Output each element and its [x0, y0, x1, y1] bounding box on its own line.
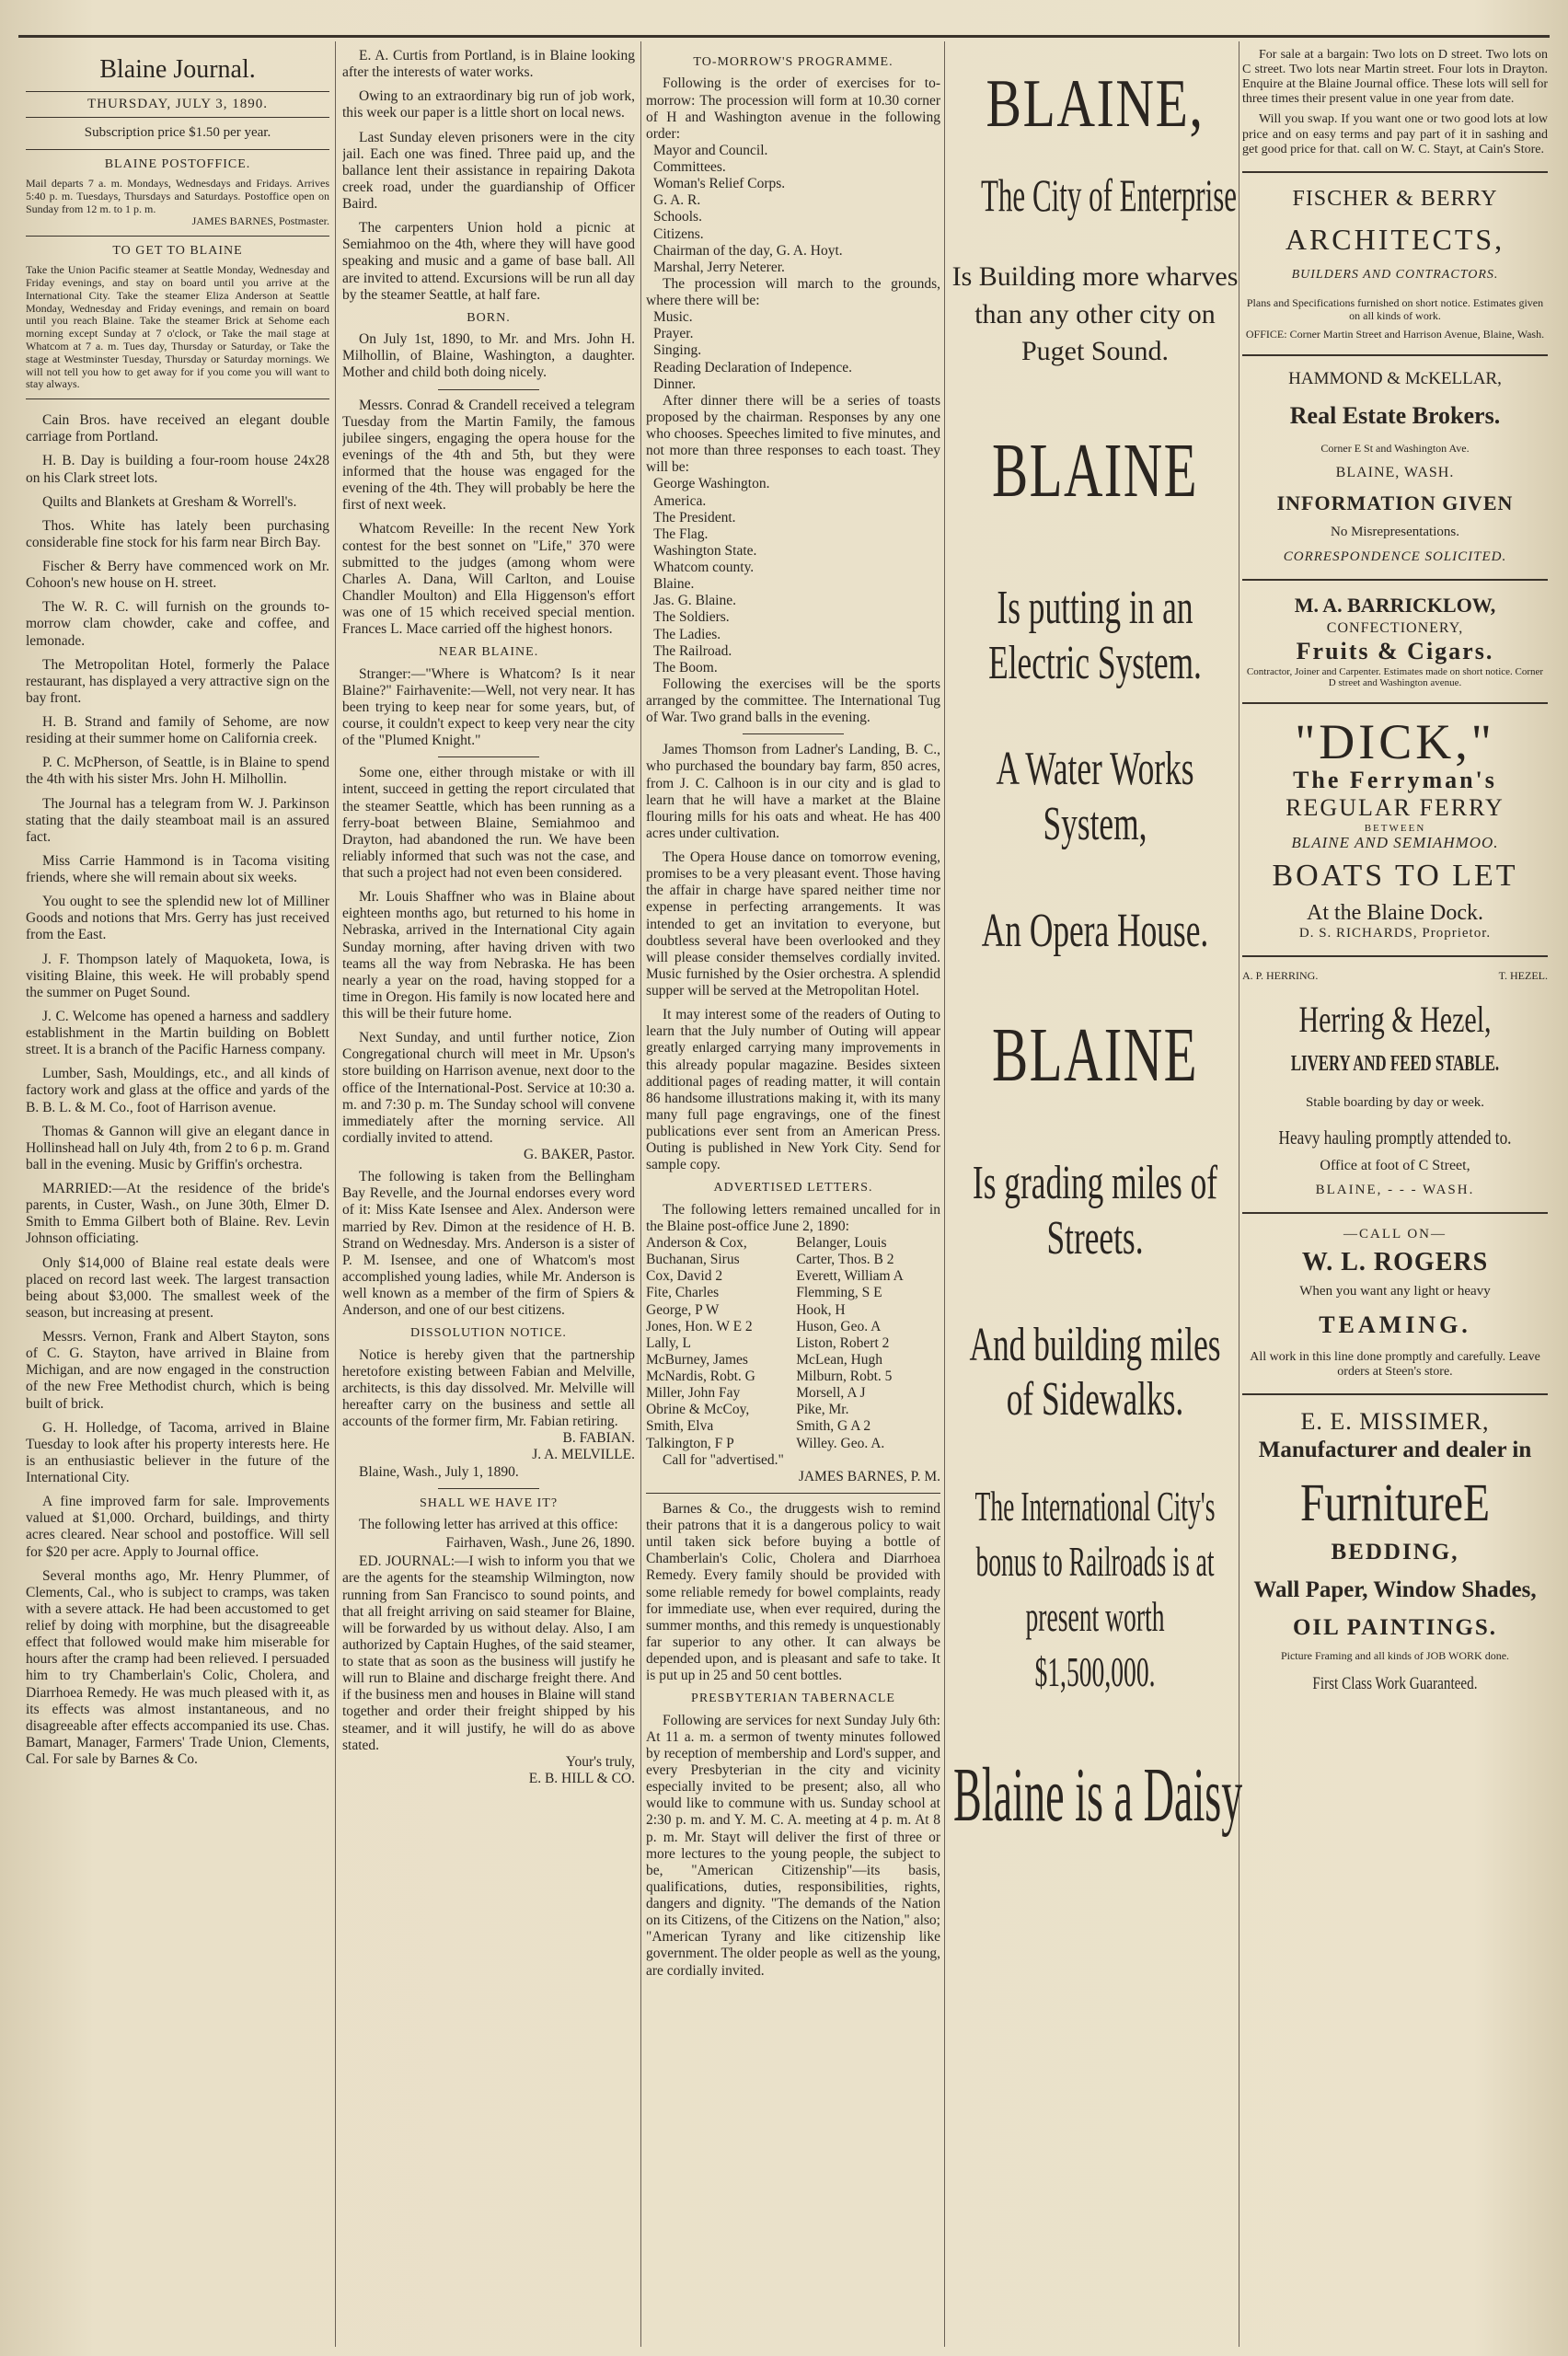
- hammond-mckellar-name: HAMMOND & McKELLAR,: [1288, 368, 1502, 388]
- programme-order: Mayor and Council.: [653, 142, 768, 158]
- local-item: E. A. Curtis from Portland, is in Blaine looking after the interests of water works.: [342, 48, 635, 81]
- letters-signature: JAMES BARNES, P. M.: [798, 1468, 940, 1484]
- livery-stable: LIVERY AND FEED STABLE.: [1290, 1052, 1500, 1077]
- barricklow-text: Contractor, Joiner and Carpenter. Estimates made on short notice. Corner D street and Washington avenue.: [1246, 665, 1544, 689]
- letter-name: Obrine & McCoy,: [646, 1402, 750, 1418]
- programme-order: Committees.: [653, 159, 726, 175]
- programme-item: Singing.: [653, 342, 702, 359]
- local-item: The following is taken from the Bellingham Bay Revelle, and the Journal endorses every word of it: Miss Kate Isensee and Alex. Anderson were married by Rev. Dimon at the residence of H. B. Strand on Wednesday. Mrs. Anderson is a sister of P. M. Isensee, and one of Whatcom's most accomplished young ladies, while Mr. Anderson is well known as a member of the firm of Spiers & Anderson, and one of our best citizens.: [342, 1169, 635, 1319]
- programme-march: The procession will march to the grounds, where there will be:: [646, 275, 940, 308]
- letter-name: George, P W: [646, 1301, 720, 1318]
- railroad-bonus: The International City's bonus to Railroads is at present worth $1,500,000.: [974, 1483, 1216, 1695]
- directions-text: Take the Union Pacific steamer at Seattle Monday, Wednesday and Friday evenings, and stay on board until you arrive at the International City. Take the steamer Eliza Anderson at Seattle Monday, Wednesday and Friday evenings, and remain on board until you reach Blaine. Take the steamer Brick at Sehome each morning except Sunday at 7 o'clock, or Take the mail stage at Whatcom at 7 a. m. Tues day, Thursday or Saturday, or Take the stage at Westminster Tuesday, Thursday or Saturday mornings. We will not tell you how to get away for if you come you will want to stay always.: [26, 263, 329, 391]
- letter-name: Liston, Robert 2: [796, 1334, 890, 1351]
- dissolution-text: Notice is hereby given that the partnership heretofore existing between Fabian and Melville, architects, is this day dissolved. Mr. Melville will hereafter carry on the business and settle all accounts of the former firm, Mr. Fabian retiring.: [342, 1346, 635, 1430]
- toast: Washington State.: [653, 542, 757, 559]
- dissolution-date: Blaine, Wash., July 1, 1890.: [359, 1463, 519, 1480]
- toast: The Ladies.: [653, 626, 721, 642]
- letters-call: Call for "advertised.": [663, 1451, 784, 1468]
- work-guaranteed: First Class Work Guaranteed.: [1312, 1674, 1478, 1694]
- letter-name: Flemming, S E: [796, 1285, 882, 1301]
- programme-close: Following the exercises will be the sports arranged by the committee. The International Tug of War. Two grand balls in the evening.: [646, 676, 940, 726]
- programme-order: G. A. R.: [653, 192, 701, 209]
- letter-name: Smith, G A 2: [796, 1418, 871, 1435]
- programme-intro: Following is the order of exercises for to-morrow: The procession will form at 10.30 corner of H and Washington avenue in the following order:: [646, 75, 940, 142]
- letter-name: Fite, Charles: [646, 1285, 720, 1301]
- programme-order: Citizens.: [653, 225, 704, 242]
- no-misrepresentations: No Misrepresentations.: [1331, 524, 1459, 539]
- local-item: J. F. Thompson lately of Maquoketa, Iowa, is visiting Blaine, this week. He will probably spend the summer on Puget Sound.: [26, 951, 329, 1000]
- column-rule: [640, 41, 641, 2347]
- letters-intro: The following letters remained uncalled for in the Blaine post-office June 2, 1890:: [646, 1201, 940, 1234]
- opera-house: An Opera House.: [981, 905, 1209, 958]
- programme-order: Marshal, Jerry Neterer.: [653, 259, 785, 275]
- water-works: A Water Works System,: [996, 743, 1194, 851]
- local-item: Next Sunday, and until further notice, Zion Congregational church will meet in Mr. Upson's store building on Harrison avenue, next door to the office of the International-Post. Service at 10:30 a. m. and 7:30 p. m. The Sunday school will convene immediately after the morning service. All cordially invited to attend.: [342, 1030, 635, 1146]
- letters-row: [646, 1402, 940, 1418]
- toast: The Soldiers.: [653, 609, 730, 626]
- local-item: H. B. Strand and family of Sehome, are now residing at their summer home on California creek.: [26, 714, 329, 747]
- call-on: —CALL ON—: [1343, 1226, 1447, 1242]
- local-item: Fischer & Berry have commenced work on Mr. Cohoon's new house on H. street.: [26, 559, 329, 592]
- herring-hezel-title: Herring & Hezel,: [1298, 999, 1492, 1041]
- manufacturer-dealer: Manufacturer and dealer in: [1258, 1438, 1532, 1463]
- fischer-berry-name: FISCHER & BERRY: [1292, 186, 1498, 211]
- letters-list: [646, 1235, 940, 1452]
- postoffice-text: Mail departs 7 a. m. Mondays, Wednesdays and Fridays. Arrives 5:40 p. m. Tuesdays, Thursdays and Saturdays. Postoffice open on Sunday from 12 m. to 1 p. m.: [26, 176, 329, 215]
- letter-name: McNardis, Robt. G: [646, 1369, 755, 1384]
- letter-name: Cox, David 2: [646, 1268, 723, 1285]
- letter-name: McBurney, James: [646, 1351, 748, 1368]
- ferryman: The Ferryman's: [1293, 766, 1497, 793]
- letter-name: Buchanan, Sirus: [646, 1252, 740, 1268]
- local-item: Lumber, Sash, Mouldings, etc., and all kinds of factory work and glass at the office and yards of the B. B. L. & M. Co., foot of Harrison avenue.: [26, 1066, 329, 1115]
- missimer-name: E. E. MISSIMER,: [1300, 1407, 1490, 1435]
- local-item: Miss Carrie Hammond is in Tacoma visiting friends, where she will remain about six weeks.: [26, 852, 329, 886]
- building-sidewalks: And building miles of Sidewalks.: [969, 1318, 1221, 1426]
- picture-framing: Picture Framing and all kinds of JOB WORK done.: [1280, 1649, 1510, 1663]
- column-3: [646, 48, 940, 1980]
- information-given: INFORMATION GIVEN: [1276, 491, 1514, 514]
- toast: George Washington.: [653, 476, 770, 492]
- letters-row: [646, 1385, 940, 1402]
- bedding: BEDDING,: [1331, 1540, 1459, 1565]
- confectionery: CONFECTIONERY,: [1326, 620, 1464, 637]
- barnes-notice: Barnes & Co., the druggests wish to remind their patrons that it is a dangerous policy to wait until taken sick before buying a bottle of Chamberlain's Colic, Cholera and Diarrhoea Remedy. Every family should be provided with some reliable remedy for bowel complaints, ready for immediate use, when ever required, during the summer months, and this remedy is unquestionably far superior to any other. It can always be depended upon, and is pleasant and safe to take. It is put up in 25 and 50 cent bottles.: [646, 1500, 940, 1684]
- column-rule: [335, 41, 336, 2347]
- letter-name: Talkington, F P: [646, 1435, 734, 1451]
- local-item: The Metropolitan Hotel, formerly the Palace restaurant, has displayed a very attractive sign on the bay front.: [26, 656, 329, 706]
- programme-item: Reading Declaration of Indepence.: [653, 359, 853, 375]
- column-2: [342, 48, 635, 1793]
- plans-text: Plans and Specifications furnished on short notice. Estimates given on all kinds of work.: [1246, 296, 1544, 323]
- local-item: Quilts and Blankets at Gresham & Worrell's.: [42, 493, 297, 510]
- letters-row: [646, 1335, 940, 1352]
- letter-name: Hook, H: [796, 1301, 846, 1318]
- herring-name: A. P. HERRING.: [1242, 968, 1319, 982]
- local-item: G. H. Holledge, of Tacoma, arrived in Blaine Tuesday to look after his property interests here. He is an enthusiastic believer in the future of the International City.: [26, 1419, 329, 1486]
- wall-paper: Wall Paper, Window Shades,: [1253, 1576, 1537, 1602]
- shall-place: Fairhaven, Wash., June 26, 1890.: [445, 1535, 635, 1552]
- wharves-line: Is Building more wharves than any other city on Puget Sound.: [951, 261, 1239, 367]
- programme-order: Schools.: [653, 209, 702, 225]
- programme-item: Prayer.: [653, 326, 694, 342]
- letters-heading: ADVERTISED LETTERS.: [713, 1181, 873, 1195]
- letters-row: [646, 1319, 940, 1335]
- local-item: Cain Bros. have received an elegant double carriage from Portland.: [26, 412, 329, 445]
- letter-name: Smith, Elva: [646, 1418, 714, 1435]
- letter-name: Lally, L: [646, 1334, 691, 1351]
- local-item: Only $14,000 of Blaine real estate deals were placed on record last week. The largest transaction being about $3,000. The smallest week of the season, but increasing at present.: [26, 1254, 329, 1321]
- regular-ferry: REGULAR FERRY: [1286, 794, 1505, 822]
- programme-item: Music.: [653, 309, 693, 326]
- pastor-signature: G. BAKER, Pastor.: [524, 1147, 635, 1162]
- shall-letter: ED. JOURNAL:—I wish to inform you that we are the agents for the steamship Wilmington, now running from San Francisco to sound points, and that all freight arriving on said steamer for Blaine, will be forwarded by us without delay. Also, I am authorized by Captain Hughes, of the said steamer, to state that as soon as the business will justify he will run to Blaine and discharge freight there. And if the business men and houses in Blaine will stand together and order their freight shipped by his steamer, and it will justify, he will do as above stated.: [342, 1553, 635, 1753]
- dissolution-signature: J. A. MELVILLE.: [532, 1447, 635, 1463]
- near-blaine-heading: NEAR BLAINE.: [438, 645, 539, 660]
- letters-row: [646, 1369, 940, 1385]
- shall-signature: E. B. HILL & CO.: [528, 1770, 635, 1786]
- between: BETWEEN: [1364, 822, 1426, 834]
- hm-address: Corner E St and Washington Ave.: [1320, 442, 1470, 456]
- letter-name: Miller, John Fay: [646, 1385, 741, 1402]
- masthead: Blaine Journal.: [99, 55, 256, 84]
- letter-name: Jones, Hon. W E 2: [646, 1318, 753, 1334]
- programme-order: Woman's Relief Corps.: [653, 176, 786, 192]
- toast: The Railroad.: [653, 642, 732, 659]
- local-item: Messrs. Vernon, Frank and Albert Stayton, sons of C. G. Stayton, have arrived in Blaine from Michigan, and are now engaged in the construction of the new Free Methodist church, which is being built of brick.: [26, 1329, 329, 1412]
- herring-hezel-names: [1242, 970, 1548, 983]
- local-item: James Thomson from Ladner's Landing, B. C., who purchased the boundary bay farm, 850 acres, from J. C. Calhoon is in our city and is glad to learn that he will have a market at the Blaine flouring mills for his oats and wheat. He has 400 acres under cultivation.: [646, 742, 940, 841]
- column-1: [26, 48, 329, 1775]
- toast: Jas. G. Blaine.: [653, 593, 736, 609]
- fruits-cigars: Fruits & Cigars.: [1296, 638, 1494, 665]
- local-item: The carpenters Union hold a picnic at Semiahmoo on the 4th, where they will have good speaking and music and a game of base ball. All are invited to attend. Excursions will be run all day by the steamer Seattle, at half fare.: [342, 220, 635, 303]
- toast: Blaine.: [653, 576, 695, 593]
- letter-name: Carter, Thos. B 2: [796, 1252, 894, 1268]
- letters-row: [646, 1418, 940, 1435]
- local-item: Some one, either through mistake or with ill intent, succeed in getting the report circulated that the steamer Seattle, which has been running as a ferry-boat between Blaine, Semiahmoo and Drayton, had abandoned the run. We have been reliably informed that such was not the case, and that such a project had not even been considered.: [342, 765, 635, 881]
- toast: America.: [653, 492, 707, 509]
- programme-order: Chairman of the day, G. A. Hoyt.: [653, 242, 843, 259]
- toasts-intro: After dinner there will be a series of toasts proposed by the chairman. Responses by any one who chooses. Speeches limited to five minutes, and not more than three responses to each toast. They will be:: [646, 392, 940, 476]
- born-text: On July 1st, 1890, to Mr. and Mrs. John H. Milhollin, of Blaine, Washington, a daughter. Mother and child both doing nicely.: [342, 331, 635, 381]
- local-item: Owing to an extraordinary big run of job work, this week our paper is a little short on local news.: [342, 88, 635, 121]
- toast: The Boom.: [653, 659, 718, 676]
- column-5-ads: [1242, 48, 1548, 1694]
- shall-heading: SHALL WE HAVE IT?: [419, 1496, 559, 1510]
- blaine-daisy: Blaine is a Daisy: [953, 1752, 1242, 1839]
- shall-close: Your's truly,: [565, 1753, 635, 1770]
- local-item: Several months ago, Mr. Henry Plummer, of Clements, Cal., who is subject to cramps, was taken with a severe attack. He had been accustomed to get relief by doing with morphine, but the disagreeable effect that followed would make him miserable for hours after the cramp had been relieved. I persuaded him to try Chamberlain's Colic, Cholera, and Diarrhoea Remedy. He was much pleased with it, as its effects was almost instantaneous, and no disagreeable after effects accompanied its use. Chas. Bamart, Manager, Farmers' Trade Union, Clements, Cal. For sale by Barnes & Co.: [26, 1567, 329, 1768]
- letters-row: [646, 1436, 940, 1452]
- letters-row: [646, 1252, 940, 1268]
- city-of-enterprise: The City of Enterprise: [981, 168, 1238, 221]
- rogers-text: All work in this line done promptly and carefully. Leave orders at Steen's store.: [1250, 1349, 1540, 1380]
- dick-name: "DICK,": [1295, 713, 1495, 769]
- top-rule: [18, 35, 1550, 38]
- blaine-headline: BLAINE: [992, 427, 1198, 514]
- rogers-when: When you want any light or heavy: [1299, 1283, 1491, 1299]
- teaming: TEAMING.: [1319, 1311, 1471, 1338]
- local-item: The Opera House dance on tomorrow evening, promises to be a very pleasant event. Those having the affair in charge have spared neither time nor expense in perfecting arrangements. It was intended to get an invitation to everyone, but doubtless several have been overlooked and they will please consider themselves cordially invited. Music furnished by the Osier orchestra. A splendid supper will be served at the Metropolitan Hotel.: [646, 849, 940, 999]
- letter-name: Huson, Geo. A: [796, 1318, 882, 1334]
- local-item: You ought to see the splendid new lot of Milliner Goods and notions that Mrs. Gerry has just received from the East.: [26, 894, 329, 943]
- boats-to-let: BOATS TO LET: [1272, 859, 1518, 894]
- real-estate-brokers: Real Estate Brokers.: [1289, 402, 1501, 429]
- lots-for-sale: For sale at a bargain: Two lots on D street. Two lots on C street. Two lots near Martin street. Four lots in Drayton. Enquire at the Blaine Journal office. These lots will sell for three times their present value in one year from date.: [1242, 48, 1548, 107]
- letters-row: [646, 1235, 940, 1252]
- grading-streets: Is grading miles of Streets.: [972, 1157, 1218, 1265]
- swap-notice: Will you swap. If you want one or two good lots at low price and on easy terms and pay part of it in sashing and get good price for that. call on W. C. Stayt, at Cain's Store.: [1242, 112, 1548, 157]
- stable-boarding: Stable boarding by day or week.: [1305, 1095, 1485, 1111]
- subscription-price: Subscription price $1.50 per year.: [84, 125, 271, 141]
- local-item: P. C. McPherson, of Seattle, is in Blaine to spend the 4th with his sister Mrs. John H. Milhollin.: [26, 755, 329, 788]
- letter-name: Everett, William A: [796, 1268, 904, 1285]
- rogers-name: W. L. ROGERS: [1301, 1248, 1489, 1277]
- local-item: Last Sunday eleven prisoners were in the city jail. Each one was fined. Three paid up, and the ballance lent their assistance in repairing Dakota creek road, under the guardianship of Officer Baird.: [342, 129, 635, 212]
- architects-title: ARCHITECTS,: [1285, 222, 1505, 256]
- blaine-dock: At the Blaine Dock.: [1307, 900, 1483, 925]
- dissolution-heading: DISSOLUTION NOTICE.: [410, 1326, 567, 1341]
- local-item: The W. R. C. will furnish on the grounds to-morrow clam chowder, cake and coffee, and lemonade.: [26, 599, 329, 649]
- postoffice-heading: BLAINE POSTOFFICE.: [104, 156, 251, 171]
- hh-city: BLAINE, - - - WASH.: [1315, 1183, 1475, 1198]
- toast: The Flag.: [653, 525, 709, 542]
- office-text: OFFICE: Corner Martin Street and Harrison Avenue, Blaine, Wash.: [1245, 327, 1545, 341]
- dissolution-signature: B. FABIAN.: [562, 1430, 635, 1447]
- local-item: Messrs. Conrad & Crandell received a telegram Tuesday from the Martin Family, the famous jubilee singers, engaging the opera house for the evenings of the 4th and 5th, but they were informed that the house was engaged for the evening of the 4th. They will probably be here the first of next week.: [342, 397, 635, 514]
- correspondence-solicited: CORRESPONDENCE SOLICITED.: [1283, 549, 1507, 565]
- barricklow-name: M. A. BARRICKLOW,: [1294, 593, 1496, 617]
- local-item: MARRIED:—At the residence of the bride's parents, in Custer, Wash., on June 30th, Elmer D. Smith to Emma Gilbert both of Blaine. Rev. Levin Johnson officiating.: [26, 1181, 329, 1247]
- hh-office: Office at foot of C Street,: [1320, 1158, 1470, 1174]
- toast: The President.: [653, 509, 736, 525]
- letter-name: Anderson & Cox,: [646, 1235, 747, 1251]
- hezel-name: T. HEZEL.: [1498, 968, 1548, 982]
- furniture: FurnitureE: [1299, 1472, 1491, 1532]
- letters-row: [646, 1352, 940, 1369]
- programme-heading: TO-MORROW'S PROGRAMME.: [693, 55, 894, 69]
- heavy-hauling: Heavy hauling promptly attended to.: [1278, 1126, 1512, 1149]
- column-4-advert: [948, 48, 1242, 1842]
- presbyterian-heading: PRESBYTERIAN TABERNACLE: [691, 1692, 895, 1706]
- letter-name: Morsell, A J: [796, 1385, 866, 1402]
- letter-name: Willey. Geo. A.: [796, 1435, 885, 1451]
- ferry-route: BLAINE AND SEMIAHMOO.: [1291, 834, 1499, 852]
- local-item: A fine improved farm for sale. Improvements valued at $1,000. Orchard, buildings, and thirty acres cleared. Near school and postoffice. Will sell for $20 per acre. Apply to Journal office.: [26, 1494, 329, 1560]
- letters-row: [646, 1268, 940, 1285]
- letter-name: McLean, Hugh: [796, 1351, 883, 1368]
- letters-row: [646, 1285, 940, 1301]
- local-item: Whatcom Reveille: In the recent New York contest for the best sonnet on "Life," 370 were submitted to the judges (among whom were Charles A. Dana, Will Carlton, and Louise Chandler Moulton) and Ella Higgenson's effort was one of 15 which received special mention. Frances L. Mace carried off the highest honors.: [342, 521, 635, 638]
- letters-row: [646, 1302, 940, 1319]
- letter-name: Pike, Mr.: [796, 1402, 849, 1418]
- local-item: Thos. White has lately been purchasing considerable fine stock for his farm near Birch Bay.: [26, 517, 329, 550]
- blaine-headline: BLAINE,: [986, 66, 1205, 142]
- local-item: J. C. Welcome has opened a harness and saddlery establishment in the Martin building on Boblett street. It is a branch of the Pacific Harness company.: [26, 1008, 329, 1058]
- local-item: Mr. Louis Shaffner who was in Blaine about eighteen months ago, but returned to his home in Nebraska, arrived in the International City again Sunday morning, after having driven with two teams all the way from Nebraska. He has been nearly a year on the road, having stopped for a time in Oregon. His family is now located here and this will be their future home.: [342, 889, 635, 1022]
- local-item: Thomas & Gannon will give an elegant dance in Hollinshead hall on July 4th, from 2 to 6 p. m. Grand ball in the evening. Music by Griffin's orchestra.: [26, 1123, 329, 1172]
- presbyterian-text: Following are services for next Sunday July 6th: At 11 a. m. a sermon of twenty minutes followed by reception of membership and Lord's supper, and every Presbyterian in the city and vicinity especially invited to be present; also, all who would like to commune with us. Sunday school at 2:30 p. m. and Y. M. C. A. meeting at 4 p. m. At 8 p. m. Mr. Stayt will deliver the first of three or more lectures to the young people, the subject to be, "American Citizenship"—its basis, qualifications, duties, responsibilities, rights, dangers and dignity. "The demands of the Nation on its Citizens, of the Citizens on the Nation," also; "American Tyrany and like citizenship like government. The older people as well as the young, are cordially invited.: [646, 1712, 940, 1979]
- born-heading: BORN.: [467, 310, 511, 325]
- hm-city: BLAINE, WASH.: [1335, 465, 1455, 481]
- letter-name: Belanger, Louis: [796, 1235, 887, 1251]
- shall-intro: The following letter has arrived at this office:: [359, 1517, 618, 1532]
- local-item: It may interest some of the readers of Outing to learn that the July number of Outing will appear greatly enlarged carrying many improvements in this already popular magazine. Besides sixteen additional pages of reading matter, it will contain 86 handsome illustrations making it, with its many many full page engravings, one of the finest publications ever sent from an American Press. Outing is published in New York City. Send for sample copy.: [646, 1007, 940, 1173]
- postoffice-signature: JAMES BARNES, Postmaster.: [191, 214, 329, 228]
- programme-item: Dinner.: [653, 375, 697, 392]
- oil-paintings: OIL PAINTINGS.: [1292, 1615, 1498, 1641]
- local-item: The Journal has a telegram from W. J. Parkinson stating that the daily steamboat mail is an assured fact.: [26, 795, 329, 845]
- local-items: [26, 412, 329, 1768]
- dick-proprietor: D. S. RICHARDS, Proprietor.: [1298, 926, 1492, 941]
- directions-heading: TO GET TO BLAINE: [112, 244, 243, 259]
- toast: Whatcom county.: [653, 560, 755, 575]
- blaine-headline: BLAINE: [992, 1011, 1198, 1098]
- issue-date: THURSDAY, JULY 3, 1890.: [26, 91, 329, 119]
- letter-name: Milburn, Robt. 5: [796, 1369, 893, 1384]
- column-rule: [944, 41, 945, 2347]
- electric-system: Is putting in an Electric System.: [988, 581, 1202, 689]
- near-blaine-text: Stranger:—"Where is Whatcom? Is it near Blaine?" Fairhavenite:—Well, not very near. It has been trying to keep near for some years, but, of course, it couldn't expect to keep very near the city of the "Plumed Knight.": [342, 665, 635, 749]
- builders-contractors: BUILDERS AND CONTRACTORS.: [1291, 268, 1499, 283]
- local-item: H. B. Day is building a four-room house 24x28 on his Clark street lots.: [26, 453, 329, 486]
